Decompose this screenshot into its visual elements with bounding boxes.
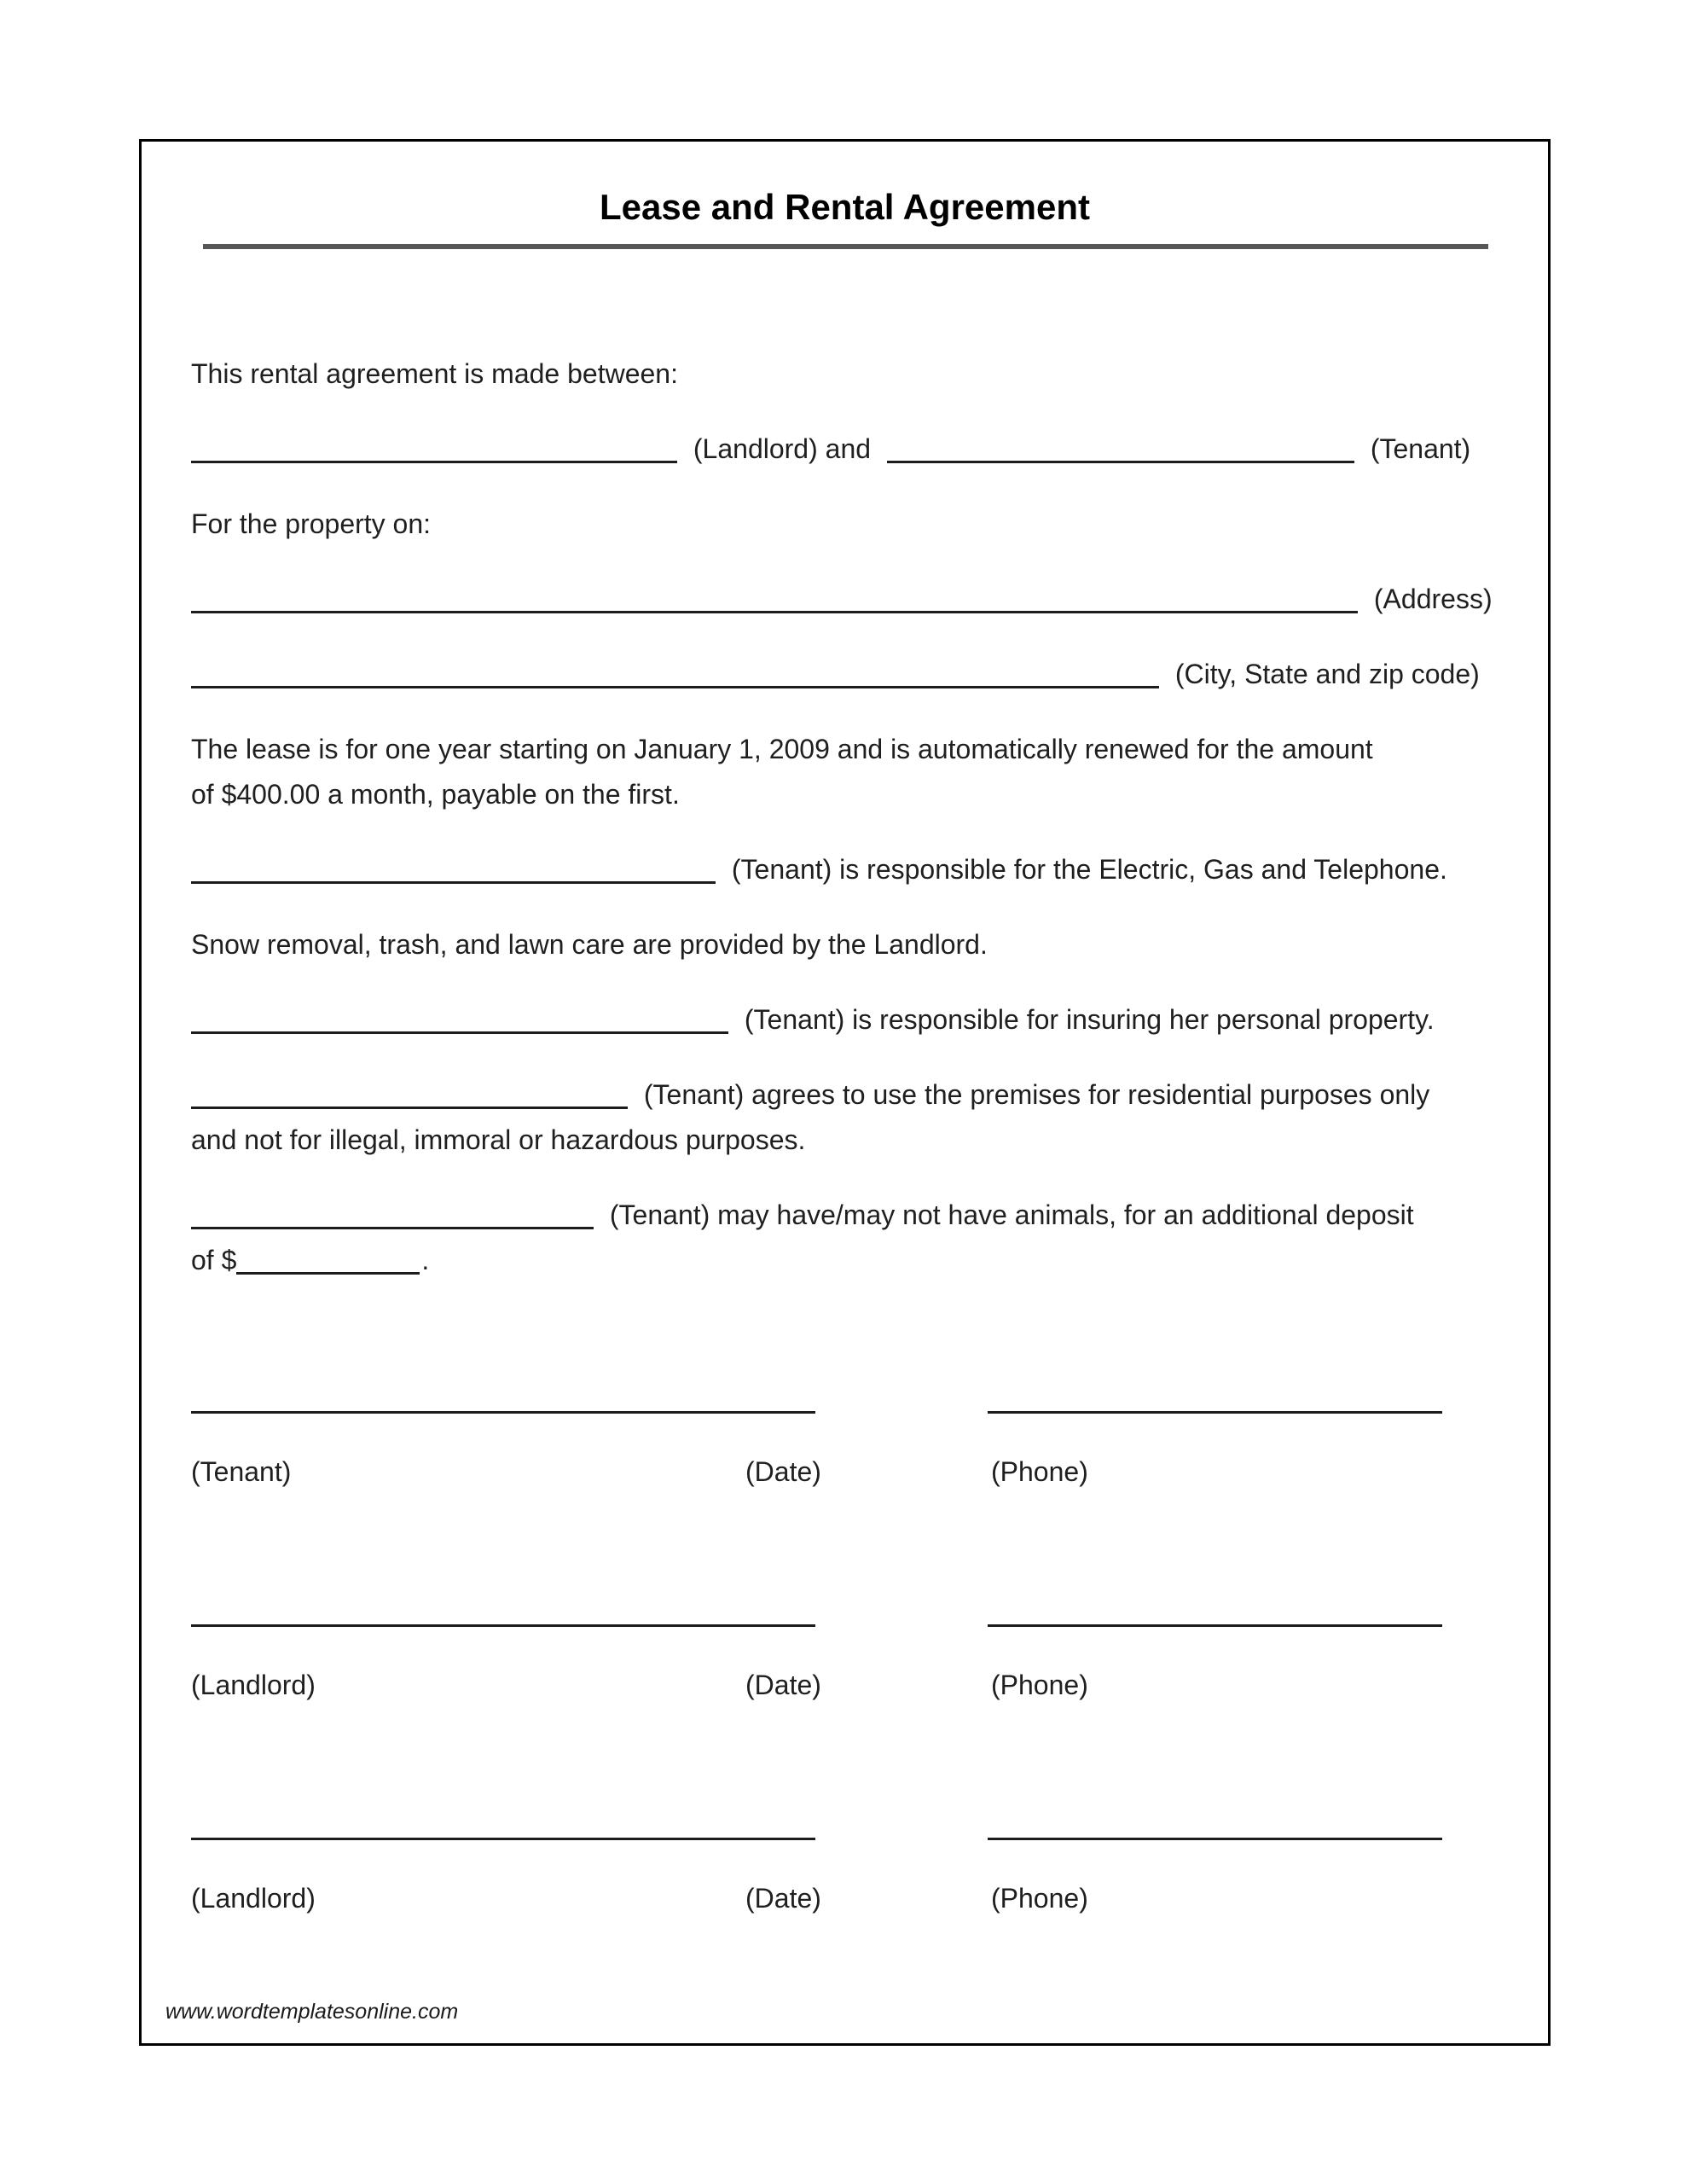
landlord-phone-line-1[interactable]	[988, 1624, 1442, 1627]
residential-paragraph	[191, 1072, 1499, 1163]
residential-line-2: and not for illegal, immoral or hazardous purposes.	[191, 1124, 806, 1156]
title-divider	[203, 244, 1488, 249]
animals-paragraph	[191, 1193, 1499, 1283]
deposit-amount-blank[interactable]	[236, 1247, 420, 1275]
landlord-role-label-1: (Landlord)	[191, 1670, 316, 1701]
tenant-name-blank[interactable]	[887, 436, 1354, 463]
landlord-name-blank[interactable]	[191, 436, 677, 463]
lease-terms-paragraph	[191, 727, 1499, 817]
intro-text: This rental agreement is made between:	[191, 358, 678, 390]
services-paragraph	[191, 922, 1499, 967]
tenant-signature-block	[191, 1411, 1499, 1495]
tenant-signature-line[interactable]	[191, 1411, 815, 1414]
address-line	[191, 577, 1499, 622]
lease-terms-line-1: The lease is for one year starting on January 1, 2009 and is automatically renewed for the amount	[191, 734, 1373, 765]
deposit-prefix: of $	[191, 1245, 237, 1276]
utilities-line	[191, 847, 1499, 892]
insurance-line	[191, 997, 1499, 1043]
city-state-zip-label: (City, State and zip code)	[1174, 659, 1480, 690]
landlord-signature-block-1	[191, 1624, 1499, 1708]
landlord-date-label-2: (Date)	[745, 1883, 821, 1914]
intro-paragraph	[191, 351, 1499, 397]
lease-terms-line-2: of $400.00 a month, payable on the first.	[191, 779, 680, 810]
footer-url: www.wordtemplatesonline.com	[165, 2000, 459, 2024]
animals-line-1: (Tenant) may have/may not have animals, for an additional deposit	[609, 1199, 1414, 1231]
tenant-phone-label: (Phone)	[991, 1456, 1088, 1488]
insurance-tenant-blank[interactable]	[191, 1007, 728, 1034]
landlord-role-label-2: (Landlord)	[191, 1883, 316, 1914]
landlord-phone-label-2: (Phone)	[991, 1883, 1088, 1914]
utilities-tenant-blank[interactable]	[191, 857, 716, 884]
address-blank[interactable]	[191, 586, 1358, 613]
residential-tenant-blank[interactable]	[191, 1082, 628, 1109]
city-state-zip-blank[interactable]	[191, 661, 1159, 688]
utilities-text: (Tenant) is responsible for the Electric, Gas and Telephone.	[731, 854, 1447, 886]
property-intro-paragraph	[191, 502, 1499, 547]
tenant-role-label: (Tenant)	[191, 1456, 292, 1488]
address-label: (Address)	[1373, 584, 1493, 615]
parties-line	[191, 427, 1499, 472]
document-page	[139, 139, 1551, 2046]
signature-section	[191, 1411, 1499, 1921]
insurance-text: (Tenant) is responsible for insuring her personal property.	[744, 1004, 1435, 1036]
tenant-phone-line[interactable]	[988, 1411, 1442, 1414]
tenant-date-label: (Date)	[745, 1456, 821, 1488]
property-intro-text: For the property on:	[191, 508, 432, 540]
city-line	[191, 652, 1499, 697]
services-text: Snow removal, trash, and lawn care are provided by the Landlord.	[191, 929, 988, 961]
deposit-period: .	[421, 1245, 430, 1276]
landlord-signature-line-2[interactable]	[191, 1838, 815, 1840]
residential-line-1: (Tenant) agrees to use the premises for residential purposes only	[643, 1079, 1430, 1111]
animals-tenant-blank[interactable]	[191, 1202, 594, 1229]
page-title: Lease and Rental Agreement	[600, 187, 1090, 227]
landlord-phone-line-2[interactable]	[988, 1838, 1442, 1840]
landlord-date-label-1: (Date)	[745, 1670, 821, 1701]
landlord-signature-block-2	[191, 1838, 1499, 1921]
landlord-label: (Landlord) and	[693, 433, 872, 465]
tenant-label: (Tenant)	[1370, 433, 1471, 465]
document-body	[142, 351, 1548, 1921]
landlord-signature-line-1[interactable]	[191, 1624, 815, 1627]
landlord-phone-label-1: (Phone)	[991, 1670, 1088, 1701]
